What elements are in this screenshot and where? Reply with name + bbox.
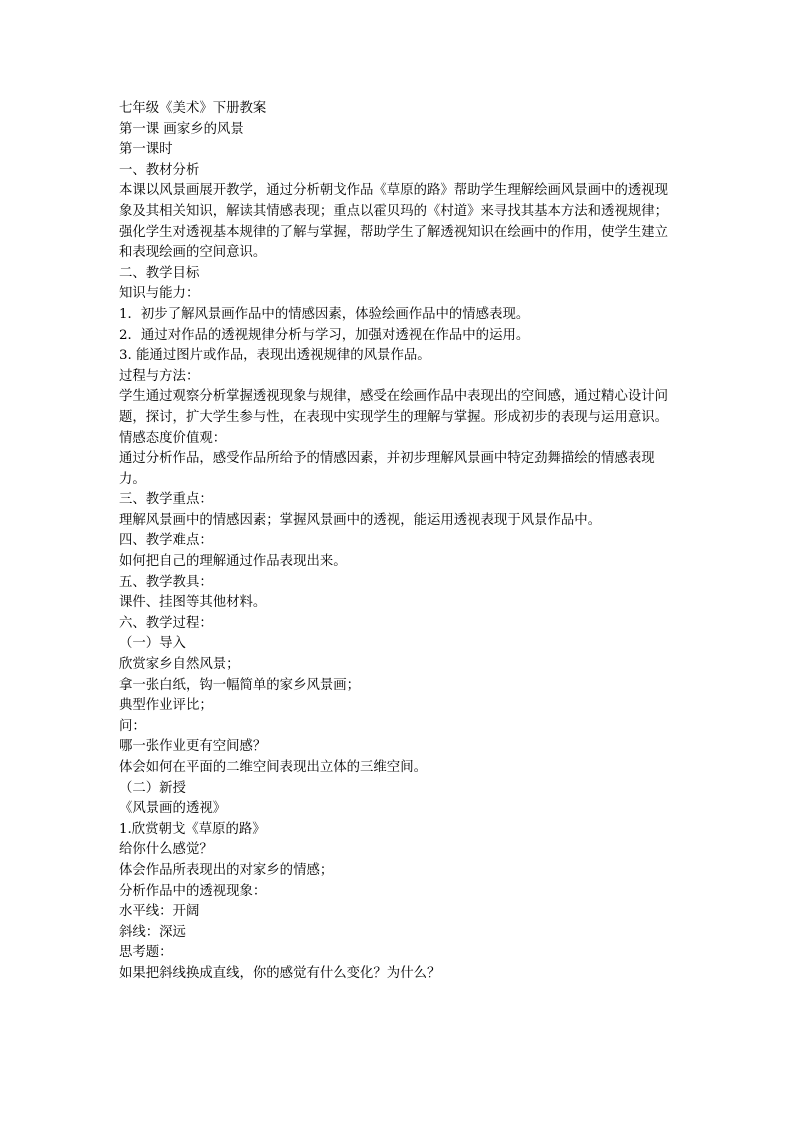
process-step: 1.欣赏朝戈《草原的路》 <box>119 821 266 837</box>
paragraph-textbook-analysis: 本课以风景画展开教学，通过分析朝戈作品《草原的路》帮助学生理解绘画风景画中的透视现象及其相关知识，解读其情感表现；重点以霍贝玛的《村道》来寻找其基本方法和透视规律；强化学生对透视基本规律的了解与掌握，帮助学生了解透视知识在绘画中的作用，使学生建立和表现绘画的空间意识。 <box>119 183 669 261</box>
paragraph-key-points: 理解风景画中的情感因素；掌握风景画中的透视，能运用透视表现于风景作品中。 <box>119 512 602 528</box>
section-heading-textbook-analysis: 一、教材分析 <box>119 162 200 178</box>
document-title: 七年级《美术》下册教案 <box>119 101 267 116</box>
paragraph-teaching-aids: 课件、挂图等其他材料。 <box>119 595 267 611</box>
thinking-question: 如果把斜线换成直线，你的感觉有什么变化？为什么？ <box>119 965 441 981</box>
goal-item-2: 2．通过对作品的透视规律分析与学习，加强对透视在作品中的运用。 <box>119 327 530 343</box>
subheading-thinking-question: 思考题： <box>119 945 173 961</box>
process-step: 分析作品中的透视现象： <box>119 883 267 899</box>
goal-item-3: 3. 能通过图片或作品，表现出透视规律的风景作品。 <box>119 348 431 364</box>
subheading-new-lesson: （二）新授 <box>119 780 186 796</box>
lesson-period: 第一课时 <box>119 142 173 158</box>
goal-item-1: 1．初步了解风景画作品中的情感因素，体验绘画作品中的情感表现。 <box>119 306 530 322</box>
process-step: 给你什么感觉？ <box>119 842 213 858</box>
paragraph-emotion-values: 通过分析作品，感受作品所给予的情感因素，并初步理解风景画中特定劲舞描绘的情感表现力。 <box>119 451 655 487</box>
document-page <box>119 99 679 985</box>
process-step: 拿一张白纸，钩一幅简单的家乡风景画； <box>119 677 361 693</box>
section-heading-teaching-process: 六、教学过程： <box>119 615 213 631</box>
subheading-introduction: （一）导入 <box>119 636 186 652</box>
subheading-knowledge-ability: 知识与能力： <box>119 286 200 302</box>
process-step: 欣赏家乡自然风景； <box>119 657 240 673</box>
process-step: 水平线：开阔 <box>119 904 200 920</box>
process-step: 体会如何在平面的二维空间表现出立体的三维空间。 <box>119 760 427 775</box>
new-lesson-title: 《风景画的透视》 <box>119 801 227 817</box>
process-step: 典型作业评比； <box>119 698 213 714</box>
paragraph-process-method: 学生通过观察分析掌握透视现象与规律，感受在绘画作品中表现出的空间感，通过精心设计问题，探讨，扩大学生参与性，在表现中实现学生的理解与掌握。形成初步的表现与运用意识。 <box>119 389 669 425</box>
section-heading-key-points: 三、教学重点： <box>119 492 213 508</box>
process-step: 哪一张作业更有空间感？ <box>119 739 267 755</box>
lesson-title: 第一课 画家乡的风景 <box>119 121 244 137</box>
subheading-process-method: 过程与方法： <box>119 368 200 384</box>
process-step: 问： <box>119 718 146 734</box>
subheading-emotion-values: 情感态度价值观： <box>119 430 227 446</box>
section-heading-difficulties: 四、教学难点： <box>119 533 213 549</box>
process-step: 体会作品所表现出的对家乡的情感； <box>119 862 334 878</box>
section-heading-teaching-goals: 二、教学目标 <box>119 265 200 281</box>
process-step: 斜线：深远 <box>119 924 186 940</box>
paragraph-difficulties: 如何把自己的理解通过作品表现出来。 <box>119 554 347 570</box>
section-heading-teaching-aids: 五、教学教具： <box>119 574 213 590</box>
